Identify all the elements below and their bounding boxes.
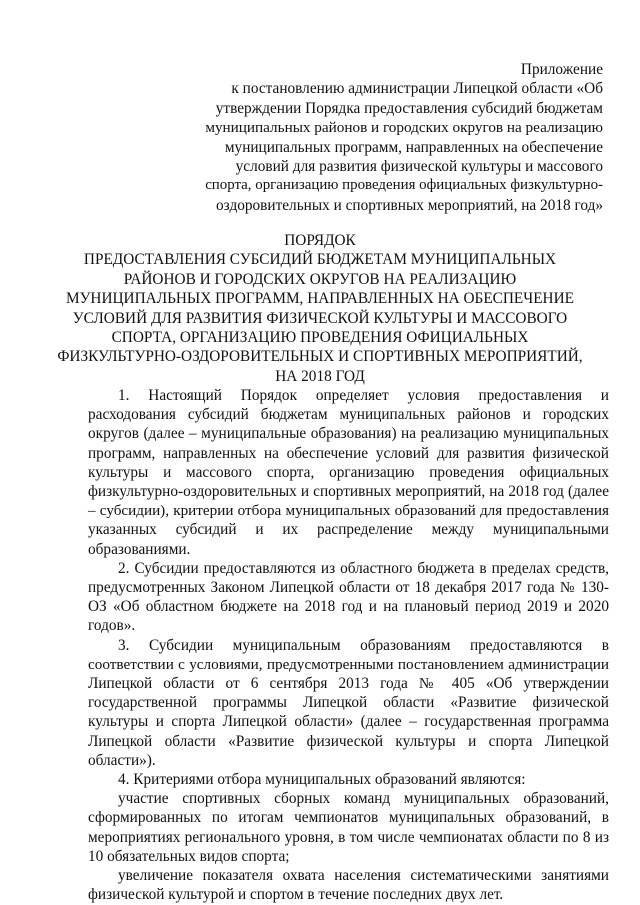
text-line: 10 обязательных видов спорта; [88, 847, 290, 865]
title-line: ПОРЯДОК [284, 232, 356, 249]
text-line: физической культурой и спортом в течение последних двух лет. [88, 886, 504, 904]
title-line: НА 2018 ГОД [275, 367, 365, 385]
appendix-line: спорта, организацию проведения официальных физкультурно- [205, 177, 603, 194]
text-line: – субсидии), критерии отбора муниципальных образований для предоставления [88, 502, 609, 520]
text-line: годов». [88, 617, 136, 635]
appendix-line: оздоровительных и спортивных мероприятий, на 2018 год» [216, 196, 603, 214]
appendix-line: к постановлению администрации Липецкой области «Об [231, 80, 603, 98]
text-line: 3. Субсидии муниципальным образованиям предоставляются в [118, 636, 609, 654]
title-line: ПРЕДОСТАВЛЕНИЯ СУБСИДИЙ БЮДЖЕТАМ МУНИЦИПАЛЬНЫХ [83, 251, 557, 269]
text-line: культуры и спорта Липецкой области» (далее – государственная программа [88, 713, 609, 731]
text-line: физкультурно-оздоровительных и спортивных мероприятий, на 2018 год (далее [88, 483, 609, 501]
text-line: соответствии с условиями, предусмотренными постановлением администрации [88, 655, 609, 673]
appendix-line: Приложение [520, 61, 603, 78]
text-line: расходования субсидий бюджетам муниципальных районов и городских [88, 406, 609, 424]
text-line: Липецкой области от 6 сентября 2013 года № 405 «Об утверждении [88, 675, 609, 693]
appendix-header [203, 60, 603, 215]
text-line: предусмотренных Законом Липецкой области от 18 декабря 2017 года № 130- [88, 579, 609, 597]
paragraph-4 [88, 770, 609, 789]
text-line: образованиями. [88, 540, 191, 558]
text-line: 2. Субсидии предоставляются из областного бюджета в пределах средств, [118, 559, 609, 577]
criterion-2 [88, 866, 609, 904]
title-line: РАЙОНОВ И ГОРОДСКИХ ОКРУГОВ НА РЕАЛИЗАЦИЮ [123, 270, 517, 288]
text-line: указанных субсидий и их распределение между муниципальными [88, 521, 609, 539]
text-line: сформированных по итогам чемпионатов муниципальных образований, в [88, 809, 609, 827]
paragraph-3 [88, 636, 609, 770]
appendix-line: муниципальных районов и городских округов на реализацию [205, 119, 603, 137]
text-line: 4. Критериями отбора муниципальных образований являются: [118, 771, 526, 789]
appendix-line: муниципальных программ, направленных на обеспечение [224, 138, 603, 156]
title-line: ФИЗКУЛЬТУРНО-ОЗДОРОВИТЕЛЬНЫХ И СПОРТИВНЫХ МЕРОПРИЯТИЙ, [57, 348, 583, 366]
text-line: государственной программы Липецкой области «Развитие физической [88, 694, 609, 712]
document-body [88, 386, 609, 904]
text-line: 1. Настоящий Порядок определяет условия предоставления и [118, 387, 609, 404]
paragraph-1 [88, 386, 609, 559]
paragraph-2 [88, 559, 609, 636]
text-line: области»). [88, 751, 156, 769]
text-line: Липецкой области «Развитие физической культуры и спорта Липецкой [88, 732, 609, 750]
document-title [30, 231, 610, 386]
appendix-line: условий для развития физической культуры и массового [235, 158, 603, 176]
title-line: МУНИЦИПАЛЬНЫХ ПРОГРАММ, НАПРАВЛЕННЫХ НА ОБЕСПЕЧЕНИЕ [65, 290, 574, 308]
text-line: программ, направленных на обеспечение условий для развития физической [88, 444, 609, 462]
text-line: участие спортивных сборных команд муниципальных образований, [118, 790, 609, 808]
title-line: СПОРТА, ОРГАНИЗАЦИЮ ПРОВЕДЕНИЯ ОФИЦИАЛЬНЫХ [111, 329, 529, 347]
appendix-line: утверждении Порядка предоставления субсидий бюджетам [215, 99, 603, 117]
criterion-1 [88, 789, 609, 866]
text-line: ОЗ «Об областном бюджете на 2018 год и на плановый период 2019 и 2020 [88, 598, 609, 616]
text-line: увеличение показателя охвата населения систематическими занятиями [118, 867, 609, 885]
text-line: округов (далее – муниципальные образования) на реализацию муниципальных [88, 425, 609, 443]
text-line: мероприятиях регионального уровня, в том числе чемпионатах области по 8 из [88, 828, 609, 846]
title-line: УСЛОВИЙ ДЛЯ РАЗВИТИЯ ФИЗИЧЕСКОЙ КУЛЬТУРЫ И МАССОВОГО [72, 309, 568, 327]
text-line: культуры и массового спорта, организацию проведения официальных [88, 463, 609, 481]
